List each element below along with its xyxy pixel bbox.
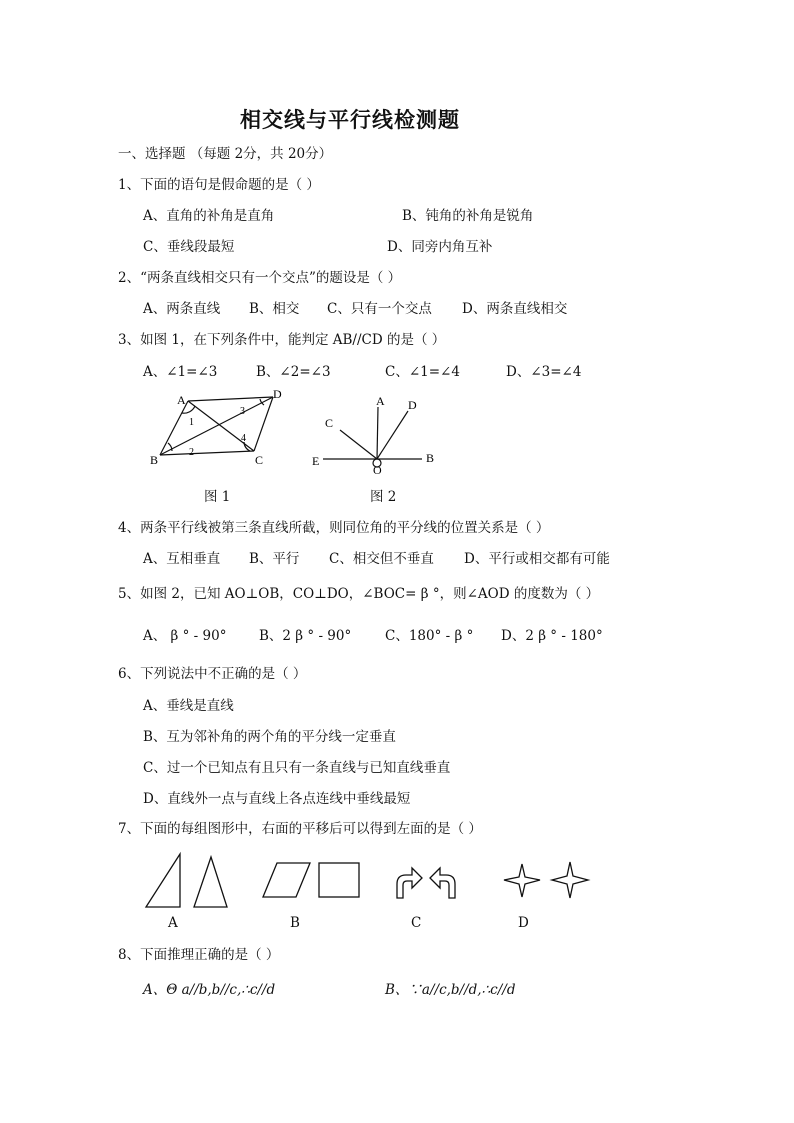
option-a-left-triangle xyxy=(146,854,180,907)
question-7-option-a: A xyxy=(168,915,178,931)
question-2-option-b: B、相交 xyxy=(249,301,300,317)
question-3-stem: 3、如图 1，在下列条件中，能判定 AB//CD 的是（ ） xyxy=(118,332,446,348)
question-6-option-c: C、过一个已知点有且只有一条直线与已知直线垂直 xyxy=(143,760,451,776)
question-7-option-b: B xyxy=(290,915,300,931)
figure-2 xyxy=(305,385,445,475)
question-2-option-c: C、只有一个交点 xyxy=(327,301,432,317)
figure-2-point-a: A xyxy=(376,394,385,408)
option-c-arrow-left xyxy=(430,868,455,898)
figure-2-point-b: B xyxy=(426,451,435,465)
option-d-star-right xyxy=(552,862,588,898)
page-title: 相交线与平行线检测题 xyxy=(240,108,460,132)
question-1-option-a: A、直角的补角是直角 xyxy=(143,208,275,224)
question-8-option-b: B、∵a//c,b//d,∴c//d xyxy=(385,982,516,998)
question-2-option-d: D、两条直线相交 xyxy=(462,301,568,317)
figure-1-angle-2: 2 xyxy=(189,447,194,458)
question-3-option-a: A、∠1=∠3 xyxy=(143,364,218,380)
figure-1 xyxy=(140,385,300,475)
question-7-stem: 7、下面的每组图形中，右面的平移后可以得到左面的是（ ） xyxy=(118,821,482,837)
question-1-option-b: B、钝角的补角是锐角 xyxy=(402,208,534,224)
figure-2-caption: 图 2 xyxy=(370,489,397,505)
question-3-option-c: C、∠1=∠4 xyxy=(385,364,460,380)
question-3-option-d: D、∠3=∠4 xyxy=(506,364,582,380)
option-a-right-triangle xyxy=(194,857,227,907)
option-d-star-left xyxy=(504,864,540,897)
question-7-option-c: C xyxy=(411,915,422,931)
question-4-option-a: A、互相垂直 xyxy=(143,551,221,567)
question-5-option-b: B、2 β ° - 90° xyxy=(259,628,352,644)
figure-1-point-d: D xyxy=(273,387,282,401)
question-1-stem: 1、下面的语句是假命题的是（ ） xyxy=(118,177,320,193)
question-5-option-a: A、 β ° - 90° xyxy=(143,628,227,644)
option-b-rectangle xyxy=(319,863,359,897)
question-2-stem: 2、“两条直线相交只有一个交点”的题设是（ ） xyxy=(118,270,402,286)
section-heading: 一、选择题 （每题 2分，共 20分） xyxy=(118,146,333,162)
figure-2-point-o: O xyxy=(373,463,382,475)
question-1-option-c: C、垂线段最短 xyxy=(143,239,235,255)
question-4-option-c: C、相交但不垂直 xyxy=(329,551,434,567)
question-8-option-a: A、Θ a//b,b//c,∴c//d xyxy=(143,982,276,998)
question-4-option-d: D、平行或相交都有可能 xyxy=(464,551,610,567)
question-4-option-b: B、平行 xyxy=(249,551,300,567)
option-b-parallelogram xyxy=(263,863,310,897)
question-7-figures xyxy=(130,848,610,918)
figure-1-point-c: C xyxy=(255,453,264,467)
question-8-stem: 8、下面推理正确的是（ ） xyxy=(118,947,280,963)
question-5-option-d: D、2 β ° - 180° xyxy=(501,628,603,644)
question-6-stem: 6、下列说法中不正确的是（ ） xyxy=(118,666,307,682)
question-1-option-d: D、同旁内角互补 xyxy=(387,239,493,255)
figure-1-angle-1: 1 xyxy=(189,417,194,428)
question-6-option-a: A、垂线是直线 xyxy=(143,698,234,714)
option-c-arrow-right xyxy=(397,868,422,898)
figure-1-point-a: A xyxy=(177,393,186,407)
question-6-option-b: B、互为邻补角的两个角的平分线一定垂直 xyxy=(143,729,396,745)
figure-1-caption: 图 1 xyxy=(204,489,231,505)
question-5-option-c: C、180° - β ° xyxy=(385,628,474,644)
question-5-stem: 5、如图 2，已知 AO⊥OB，CO⊥DO，∠BOC= β °，则∠AOD 的度数为（ ） xyxy=(118,586,600,602)
figure-2-point-d: D xyxy=(408,398,417,412)
figure-2-point-e: E xyxy=(312,454,320,468)
question-3-option-b: B、∠2=∠3 xyxy=(256,364,331,380)
figure-1-angle-4: 4 xyxy=(241,433,246,444)
figure-1-point-b: B xyxy=(150,453,159,467)
question-2-option-a: A、两条直线 xyxy=(143,301,221,317)
figure-2-point-c: C xyxy=(325,416,334,430)
figure-1-angle-3: 3 xyxy=(240,406,245,417)
question-7-option-d: D xyxy=(518,915,529,931)
question-6-option-d: D、直线外一点与直线上各点连线中垂线最短 xyxy=(143,791,411,807)
question-4-stem: 4、两条平行线被第三条直线所截，则同位角的平分线的位置关系是（ ） xyxy=(118,520,550,536)
